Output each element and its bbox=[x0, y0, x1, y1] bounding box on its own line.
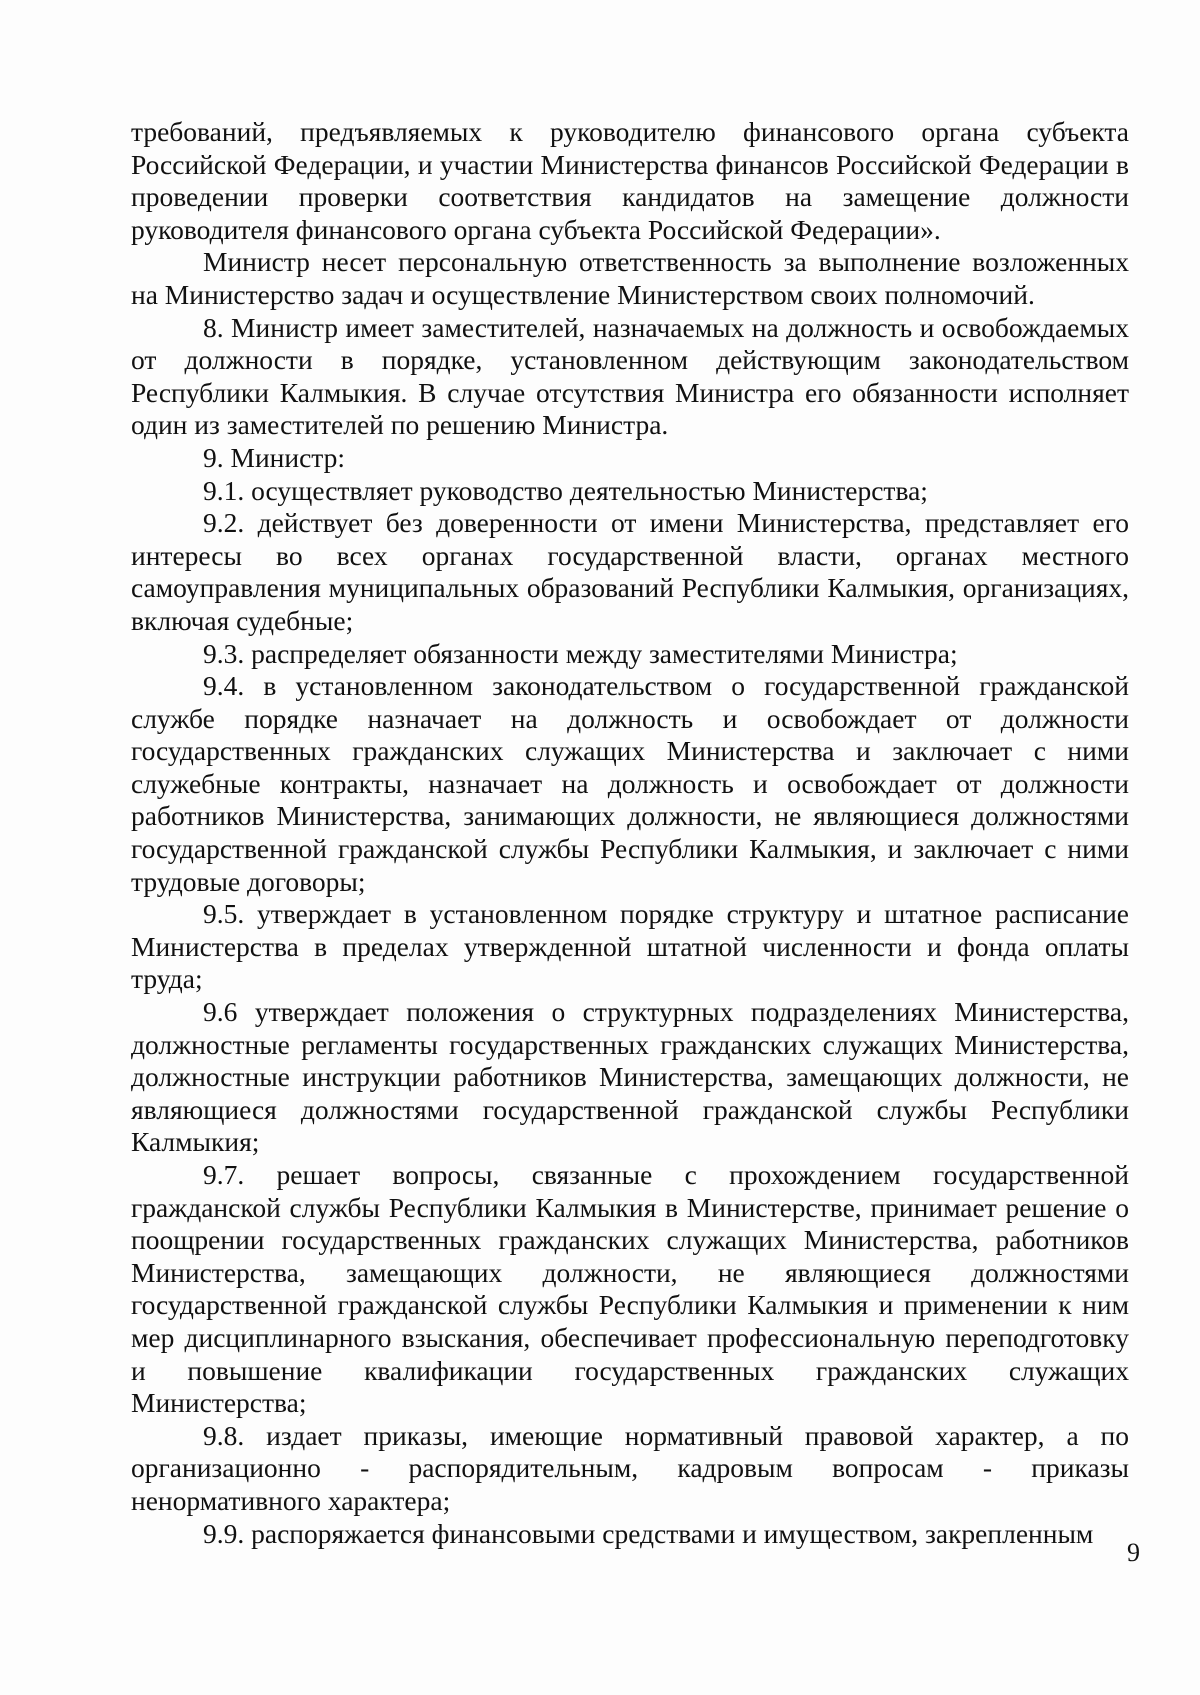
paragraph-9-9: 9.9. распоряжается финансовыми средствами и имуществом, закрепленным bbox=[203, 1517, 1094, 1549]
paragraph-9-1: 9.1. осуществляет руководство деятельностью Министерства; bbox=[203, 474, 928, 506]
paragraph-continuation: требований, предъявляемых к руководителю финансового органа субъекта Российской Федерации, и участии Министерства финансов Российской Федерации в проведении проверки соответствия кандидатов на замещение должности руководителя финансового органа субъекта Российской Федерации». bbox=[131, 116, 1129, 245]
page-number: 9 bbox=[1127, 1538, 1140, 1567]
paragraph-9-3: 9.3. распределяет обязанности между заместителями Министра; bbox=[203, 637, 958, 669]
paragraph-9-4: 9.4. в установленном законодательством о государственной гражданской службе порядке назначает на должность и освобождает от должности государственных гражданских служащих Министерства и заключает с ними служебные контракты, назначает на должность и освобождает от должности работников Министерства, занимающих должности, не являющиеся должностями государственной гражданской службы Республики Калмыкия, и заключает с ними трудовые договоры; bbox=[131, 670, 1129, 897]
paragraph-9-2: 9.2. действует без доверенности от имени Министерства, представляет его интересы во всех органах государственной власти, органах местного самоуправления муниципальных образований Республики Калмыкия, организациях, включая судебные; bbox=[131, 507, 1129, 636]
paragraph-9-7: 9.7. решает вопросы, связанные с прохождением государственной гражданской службы Республики Калмыкия в Министерстве, принимает решение о поощрении государственных гражданских служащих Министерства, работников Министерства, замещающих должности, не являющиеся должностями государственной гражданской службы Республики Калмыкия и применении к ним мер дисциплинарного взыскания, обеспечивает профессиональную переподготовку и повышение квалификации государственных гражданских служащих Министерства; bbox=[131, 1159, 1129, 1419]
document-body bbox=[131, 116, 1129, 1550]
paragraph-8: 8. Министр имеет заместителей, назначаемых на должность и освобождаемых от должности в порядке, установленном действующим законодательством Республики Калмыкия. В случае отсутствия Министра его обязанности исполняет один из заместителей по решению Министра. bbox=[131, 311, 1129, 441]
paragraph-minister-responsibility: Министр несет персональную ответственность за выполнение возложенных на Министерство задач и осуществление Министерством своих полномочий. bbox=[131, 246, 1129, 310]
paragraph-9-6: 9.6 утверждает положения о структурных подразделениях Министерства, должностные регламенты государственных гражданских служащих Министерства, должностные инструкции работников Министерства, замещающих должности, не являющиеся должностями государственной гражданской службы Республики Калмыкия; bbox=[131, 996, 1129, 1158]
paragraph-9: 9. Министр: bbox=[203, 441, 346, 473]
paragraph-9-5: 9.5. утверждает в установленном порядке структуру и штатное расписание Министерства в пределах утвержденной штатной численности и фонда оплаты труда; bbox=[131, 898, 1129, 995]
paragraph-9-8: 9.8. издает приказы, имеющие нормативный правовой характер, а по организационно - распорядительным, кадровым вопросам - приказы ненормативного характера; bbox=[131, 1419, 1129, 1516]
